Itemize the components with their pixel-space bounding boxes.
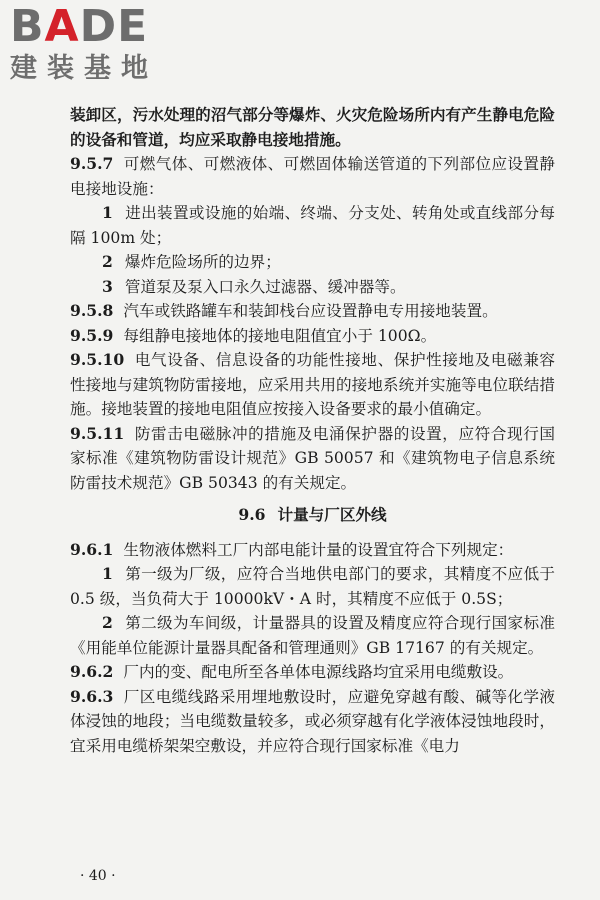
logo-subtitle: 建装基地 [10,53,158,84]
clause-number: 9.6.1 [70,539,114,559]
item-text: 进出装置或设施的始端、终端、分支处、转角处或直线部分每隔 100m 处； [70,204,555,247]
item-number: 1 [102,203,113,222]
item-number: 2 [102,613,113,632]
item-text: 管道泵及泵入口永久过滤器、缓冲器等。 [124,277,406,296]
list-item [70,201,555,250]
list-item [70,275,555,300]
document-body [70,103,555,758]
clause-text: 厂区电缆线路采用埋地敷设时，应避免穿越有酸、碱等化学液体浸蚀的地段；当电缆数量较多，或必须穿越有化学液体浸蚀地段时，宜采用电缆桥架架空敷设，并应符合现行国家标准《电力 [70,687,555,755]
clause-text: 电气设备、信息设备的功能性接地、保护性接地及电磁兼容性接地与建筑物防雷接地，应采用共用的接地系统并实施等电位联结措施。接地装置的接地电阻值应按接入设备要求的最小值确定。 [70,351,555,418]
section-number: 9.6 [238,505,266,524]
clause [70,299,555,324]
clause [70,422,555,496]
clause-text: 汽车或铁路罐车和装卸栈台应设置静电专用接地装置。 [123,302,498,320]
clause-text: 厂内的变、配电所至各单体电源线路均宜采用电缆敷设。 [123,663,514,681]
clause [70,660,555,685]
clause-number: 9.5.7 [70,154,114,173]
logo-accent-letter: A [44,1,80,52]
clause [70,685,555,759]
item-text: 第一级为厂级，应符合当地供电部门的要求，其精度不应低于 0.5 级，当负荷大于 10000kV・A 时，其精度不应低于 0.5S； [70,565,555,608]
clause-number: 9.5.8 [70,301,114,320]
bade-logo [10,1,180,86]
clause-text: 防雷击电磁脉冲的措施及电涌保护器的设置，应符合现行国家标准《建筑物防雷设计规范》GB 50057 和《建筑物电子信息系统防雷技术规范》GB 50343 的有关规定。 [70,424,555,492]
item-number: 2 [102,252,113,271]
item-number: 3 [102,276,113,296]
item-number: 1 [102,564,113,583]
logo-wordmark: BADE [10,1,149,52]
clause [70,348,555,422]
clause-text: 生物液体燃料工厂内部电能计量的设置宜符合下列规定： [123,540,514,559]
clause-number: 9.5.10 [70,350,125,369]
page-number: · 40 · [80,868,116,884]
clause-text: 可燃气体、可燃液体、可燃固体输送管道的下列部位应设置静电接地设施： [70,155,555,198]
clause-number: 9.5.11 [70,423,125,443]
item-text: 第二级为车间级，计量器具的设置及精度应符合现行国家标准《用能单位能源计量器具配备和管理通则》GB 17167 的有关规定。 [70,614,555,657]
item-text: 爆炸危险场所的边界； [124,253,281,271]
section-title: 计量与厂区外线 [277,505,387,524]
clause-text: 每组静电接地体的接地电阻值宜小于 100Ω。 [123,326,437,345]
list-item [70,611,555,660]
clause [70,324,555,349]
clause [70,152,555,201]
clause-number: 9.6.2 [70,662,114,681]
clause-number: 9.5.9 [70,325,114,345]
section-heading [70,503,555,528]
list-item [70,562,555,611]
clause-number: 9.6.3 [70,686,114,706]
paragraph-continued: 装卸区，污水处理的沼气部分等爆炸、火灾危险场所内有产生静电危险的设备和管道，均应采取静电接地措施。 [70,105,555,149]
clause [70,538,555,563]
list-item [70,250,555,275]
